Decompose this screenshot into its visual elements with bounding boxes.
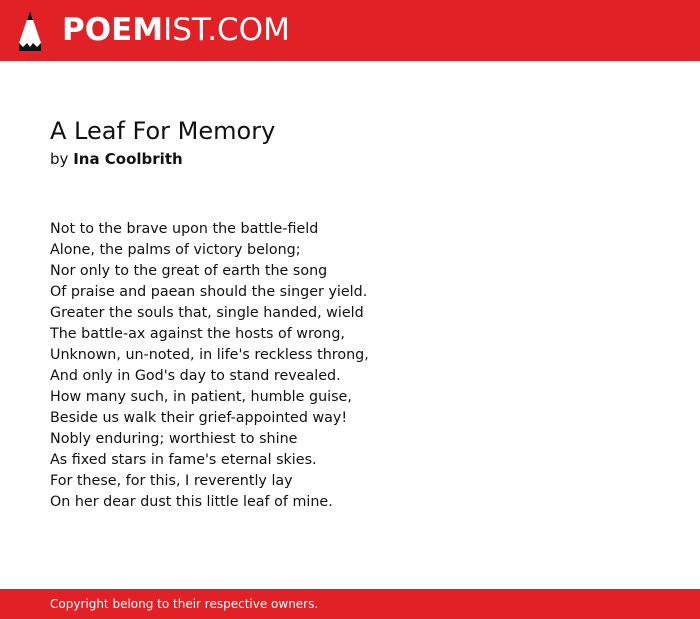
logo-text-light: IST.COM — [163, 12, 290, 48]
poem-line: Of praise and paean should the singer yield. — [50, 284, 368, 300]
poem-line: Unknown, un-noted, in life's reckless throng, — [50, 347, 369, 363]
site-header — [0, 0, 700, 61]
poem-body — [50, 219, 369, 513]
poem-byline — [50, 149, 183, 169]
poem-line: Alone, the palms of victory belong; — [50, 242, 301, 258]
poem-line: As fixed stars in fame's eternal skies. — [50, 452, 317, 468]
site-logo[interactable] — [62, 12, 290, 48]
poem-line: Greater the souls that, single handed, wield — [50, 305, 364, 321]
poem-line: The battle-ax against the hosts of wrong, — [50, 326, 345, 342]
logo-text-bold: POEM — [62, 12, 164, 48]
poem-title: A Leaf For Memory — [50, 117, 276, 145]
pencil-tip-icon — [18, 10, 42, 52]
byline-prefix: by — [50, 150, 69, 168]
poem-line: Beside us walk their grief-appointed way! — [50, 410, 348, 426]
poem-line: And only in God's day to stand revealed. — [50, 368, 341, 384]
site-footer — [0, 589, 700, 619]
poem-line: Nobly enduring; worthiest to shine — [50, 431, 298, 447]
copyright-text: Copyright belong to their respective owners. — [50, 597, 319, 611]
poem-line: Not to the brave upon the battle-field — [50, 221, 319, 237]
poem-line: Nor only to the great of earth the song — [50, 263, 328, 279]
poem-line: For these, for this, I reverently lay — [50, 473, 293, 489]
poem-line: How many such, in patient, humble guise, — [50, 389, 352, 405]
poem-author[interactable]: Ina Coolbrith — [73, 150, 183, 168]
poem-line: On her dear dust this little leaf of mine. — [50, 494, 333, 510]
